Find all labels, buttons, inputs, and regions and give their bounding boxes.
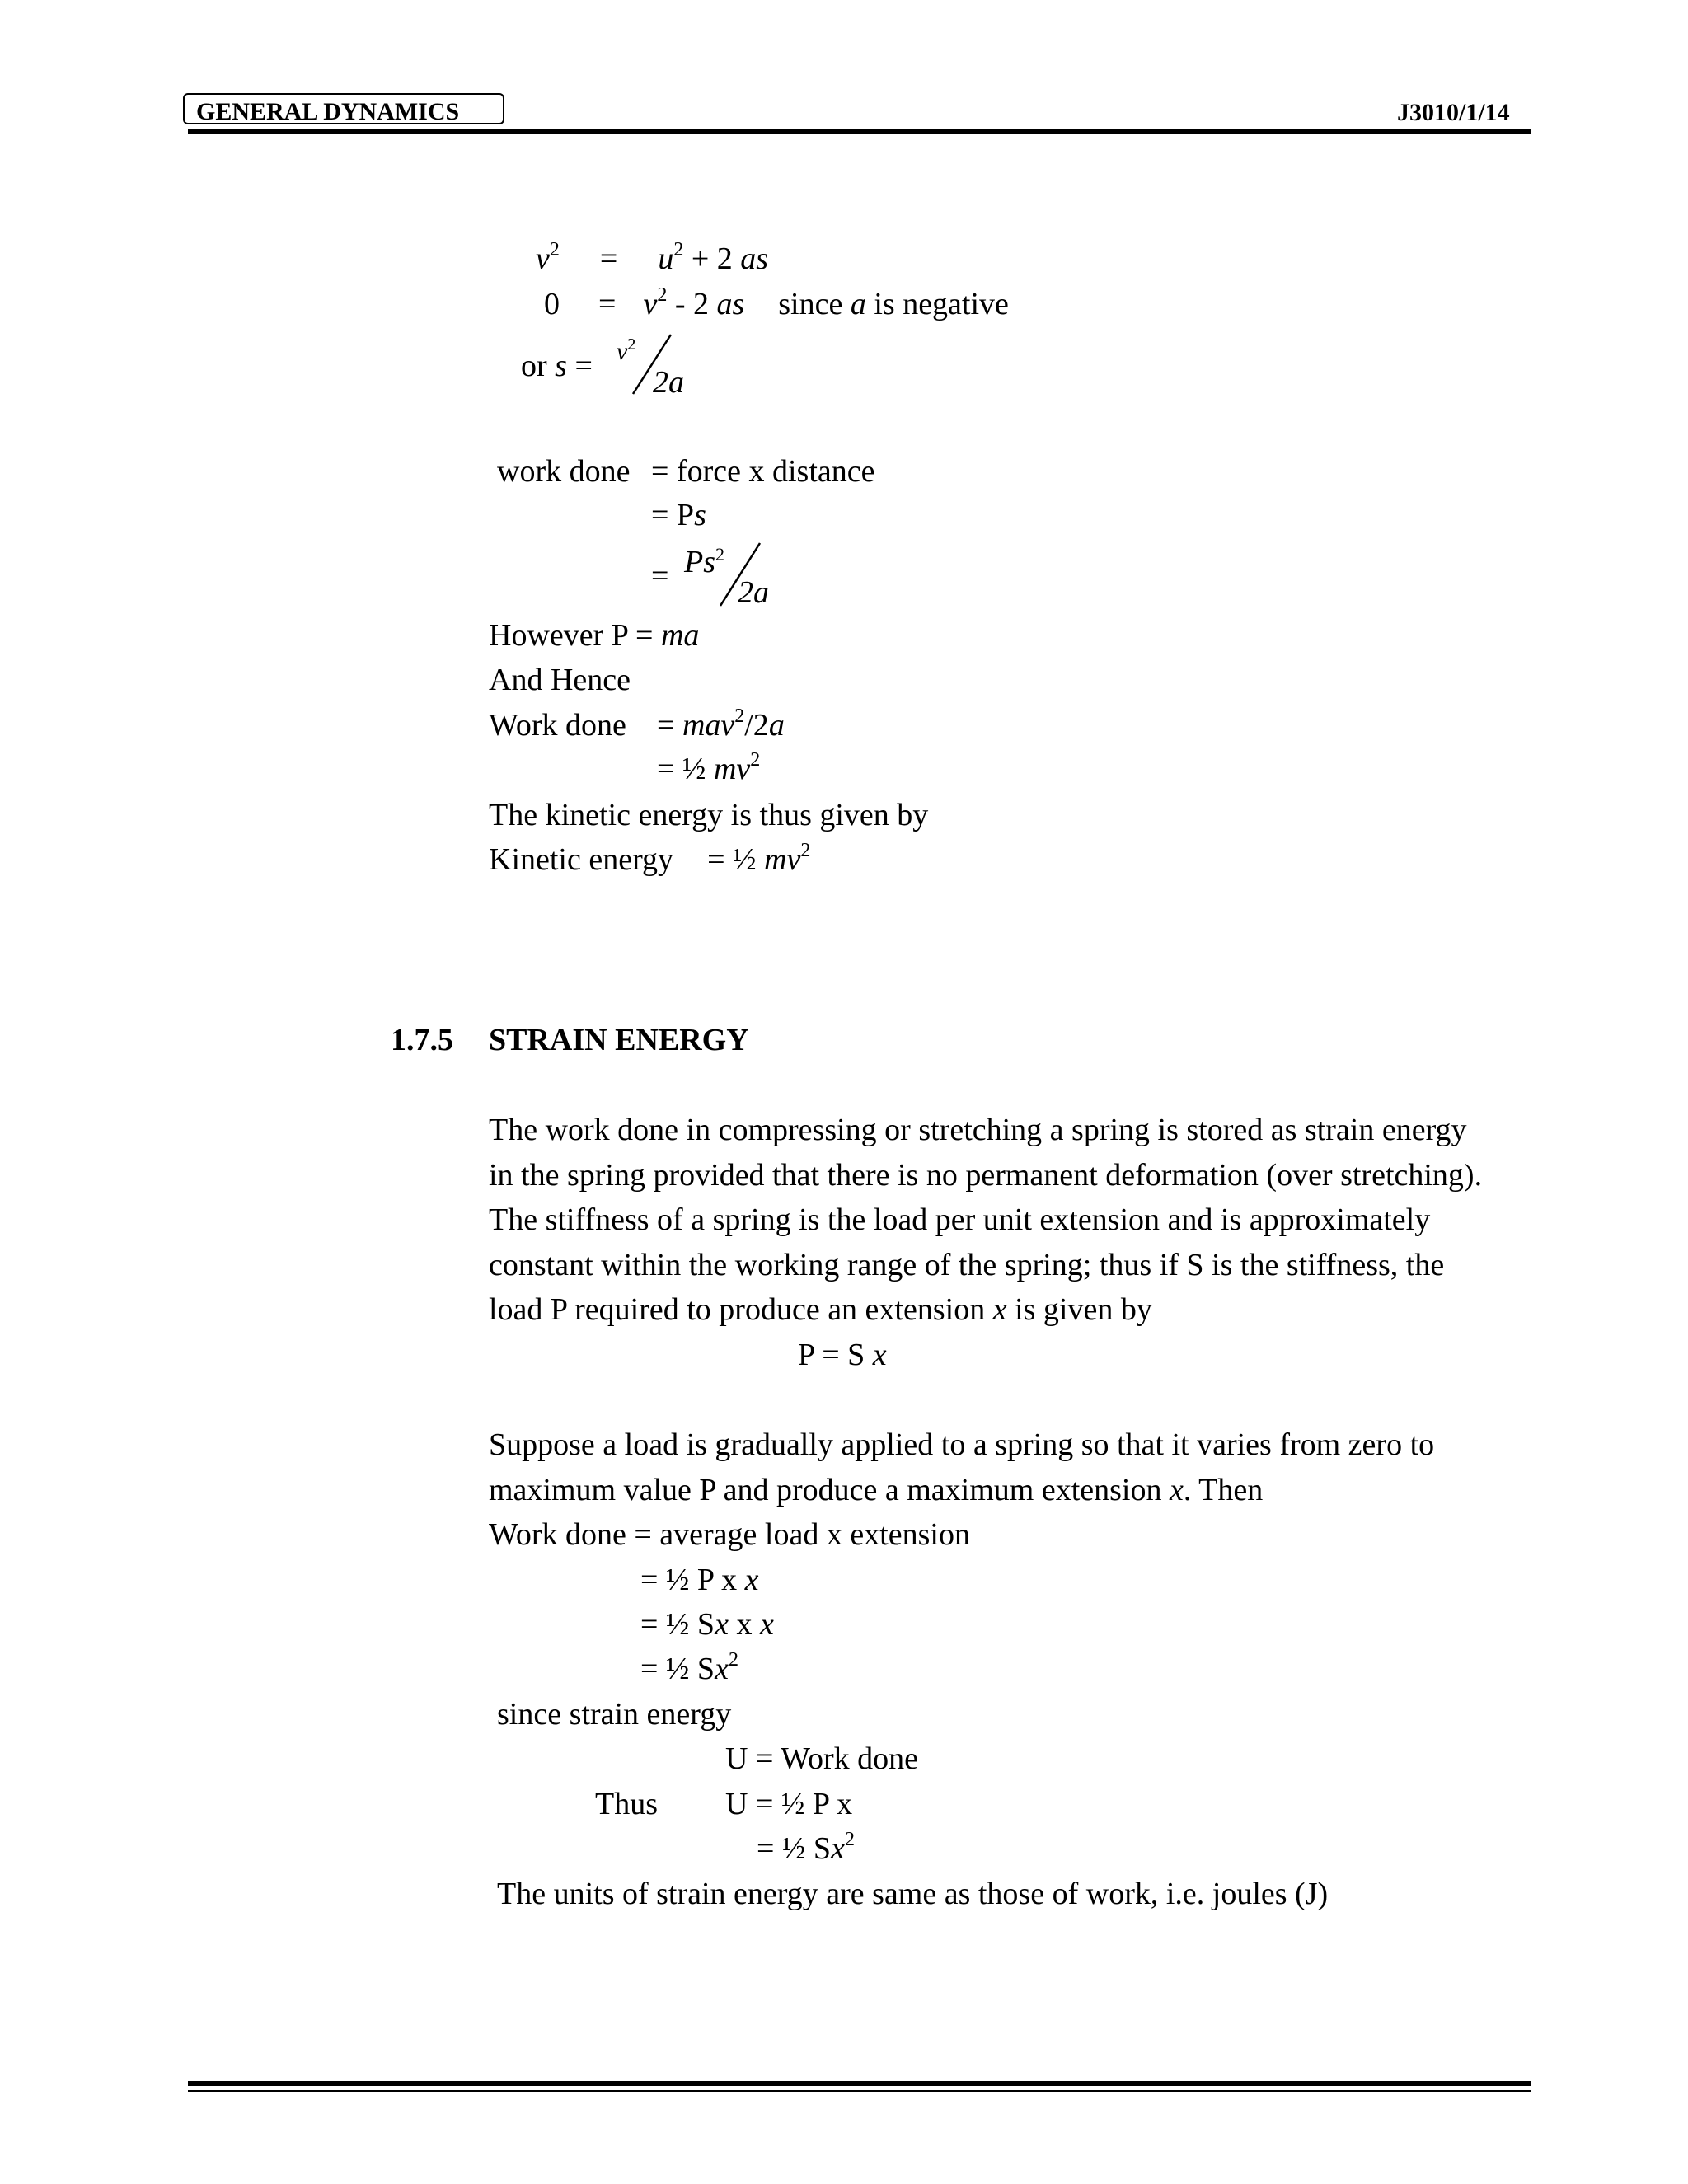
workdone-average: Work done = average load x extension: [489, 1517, 970, 1552]
step-half-px: = ½ P x x: [640, 1563, 759, 1597]
footer-rule-thin: [188, 2090, 1531, 2092]
eq-zero: $0 = v^2 - 2$ as since a is negative: [544, 284, 1009, 321]
units-line: The units of strain energy are same as those of work, i.e. joules (J): [497, 1877, 1329, 1911]
frac-s-num: $v^2$: [617, 335, 636, 365]
para1-line1: The work done in compressing or stretching a spring is stored as strain energy: [489, 1113, 1467, 1147]
para1-line4: constant within the working range of the spring; thus if S is the stiffness, the: [489, 1248, 1445, 1282]
footer-rule-thick: [188, 2081, 1531, 2086]
step-half-sxx: = ½ Sx x x: [640, 1607, 774, 1642]
workdone-label: work done: [497, 454, 631, 489]
para2-line2: maximum value P and produce a maximum extension x. Then: [489, 1473, 1264, 1507]
u-half-px: U = ½ P x: [725, 1787, 853, 1821]
ke-line: Kinetic energy = ½ $mv^2$: [489, 840, 811, 877]
and-hence: And Hence: [489, 663, 631, 697]
workdone-mav: = mav$^2$/2a: [657, 705, 785, 743]
section-number: 1.7.5: [391, 1023, 453, 1057]
workdone-ps: = Ps: [651, 498, 706, 532]
workdone-half-mv2: = ½ $mv^2$: [657, 749, 761, 786]
step-half-sx2: = ½ Sx$^2$: [640, 1649, 738, 1686]
frac-ps-num: Ps$^2$: [684, 544, 724, 579]
workdone-mav-label: Work done: [489, 708, 626, 743]
header-title: GENERAL DYNAMICS: [196, 98, 460, 125]
workdone-eq3: =: [651, 559, 669, 593]
since-strain: since strain energy: [497, 1697, 732, 1732]
section-title: STRAIN ENERGY: [489, 1023, 749, 1057]
workdone-force-distance: = force x distance: [651, 454, 875, 489]
eq-p-sx: P = S x: [798, 1338, 887, 1372]
para2-line1: Suppose a load is gradually applied to a spring so that it varies from zero to: [489, 1427, 1435, 1462]
para1-line3: The stiffness of a spring is the load per unit extension and is approximately: [489, 1202, 1431, 1237]
ke-intro: The kinetic energy is thus given by: [489, 798, 929, 832]
header-rule: [188, 129, 1531, 134]
eq-s: or s =: [521, 349, 593, 383]
frac-ps-den: 2a: [738, 575, 769, 610]
frac-s-den: 2a: [653, 365, 684, 400]
u-half-sx2: = ½ Sx$^2$: [757, 1829, 855, 1866]
para1-line2: in the spring provided that there is no permanent deformation (over stretching).: [489, 1158, 1483, 1193]
u-work-done: U = Work done: [725, 1741, 919, 1776]
header-title-box: [183, 93, 504, 124]
thus-label: Thus: [595, 1787, 658, 1821]
para1-line5: load P required to produce an extension x is given by: [489, 1292, 1152, 1327]
however-line: However P = ma: [489, 618, 700, 653]
eq-v-squared: $v^2 = u^2 + 2$ as: [536, 239, 769, 276]
page-code: J3010/1/14: [1397, 99, 1510, 126]
